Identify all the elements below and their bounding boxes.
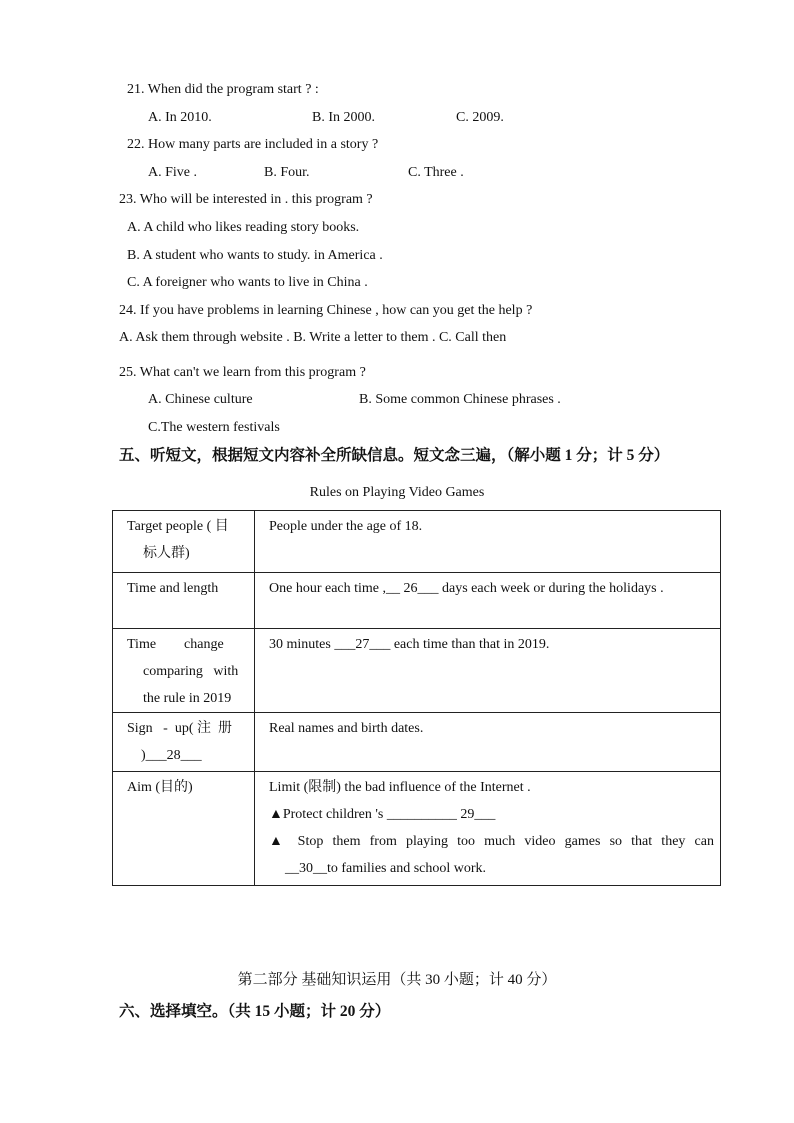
table-title: Rules on Playing Video Games [309,485,485,500]
content-line: Real names and birth dates. [269,721,424,736]
row-label [113,511,255,573]
table-row [113,772,721,886]
row-label [113,772,255,886]
table-row [113,511,721,573]
q25-option-a: A. Chinese culture [148,392,253,407]
row-content [255,573,721,629]
q21-option-a: A. In 2010. [148,110,212,125]
label-line: the rule in 2019 [143,691,232,706]
content-line: People under the age of 18. [269,519,423,534]
q23-option-b: B. A student who wants to study. in America . [127,248,383,263]
table-row [113,713,721,772]
q25-option-c: C.The western festivals [148,420,280,435]
content-line: ▲ Stop them from playing too much video games so that they can [269,834,714,849]
label-line: )___28___ [141,748,202,763]
content-line: __30__to families and school work. [285,861,487,876]
label-line: Sign - up( 注 册 [127,721,232,736]
row-content [255,713,721,772]
question-21: 21. When did the program start ? : [127,82,319,97]
q22-option-b: B. Four. [264,165,310,180]
q25-option-b: B. Some common Chinese phrases . [359,392,561,407]
content-line: 30 minutes ___27___ each time than that in 2019. [269,637,550,652]
q22-option-c: C. Three . [408,165,464,180]
q21-option-c: C. 2009. [456,110,504,125]
part-2-heading: 第二部分 基础知识运用（共 30 小题；计 40 分） [237,972,557,988]
row-label [113,573,255,629]
q21-option-b: B. In 2000. [312,110,375,125]
question-22: 22. How many parts are included in a story ? [127,137,379,152]
rules-table [112,510,721,886]
question-25: 25. What can't we learn from this program ? [119,365,366,380]
row-content [255,511,721,573]
table-row [113,573,721,629]
content-line: Limit (限制) the bad influence of the Internet . [269,780,531,795]
label-line: comparing with [143,664,239,679]
q22-option-a: A. Five . [148,165,197,180]
row-content [255,772,721,886]
question-24: 24. If you have problems in learning Chinese , how can you get the help ? [119,303,533,318]
label-line: Time and length [127,581,219,596]
section-5-heading: 五、听短文，根据短文内容补全所缺信息。短文念三遍，（解小题 1 分；计 5 分） [119,447,670,464]
content-line: One hour each time ,__ 26___ days each week or during the holidays . [269,581,664,596]
label-line: 标人群) [143,546,190,561]
q23-option-a: A. A child who likes reading story books. [127,220,360,235]
question-23: 23. Who will be interested in . this program ? [119,192,373,207]
label-line: Time change [127,637,224,652]
q24-options: A. Ask them through website . B. Write a letter to them . C. Call then [119,330,507,345]
label-line: Aim (目的) [127,780,193,795]
row-label [113,629,255,713]
row-label [113,713,255,772]
label-line: Target people ( 目 [127,519,229,534]
q23-option-c: C. A foreigner who wants to live in China . [127,275,368,290]
content-line: ▲Protect children 's __________ 29___ [269,807,496,822]
row-content [255,629,721,713]
section-6-heading: 六、选择填空。（共 15 小题；计 20 分） [119,1003,391,1020]
table-row [113,629,721,713]
